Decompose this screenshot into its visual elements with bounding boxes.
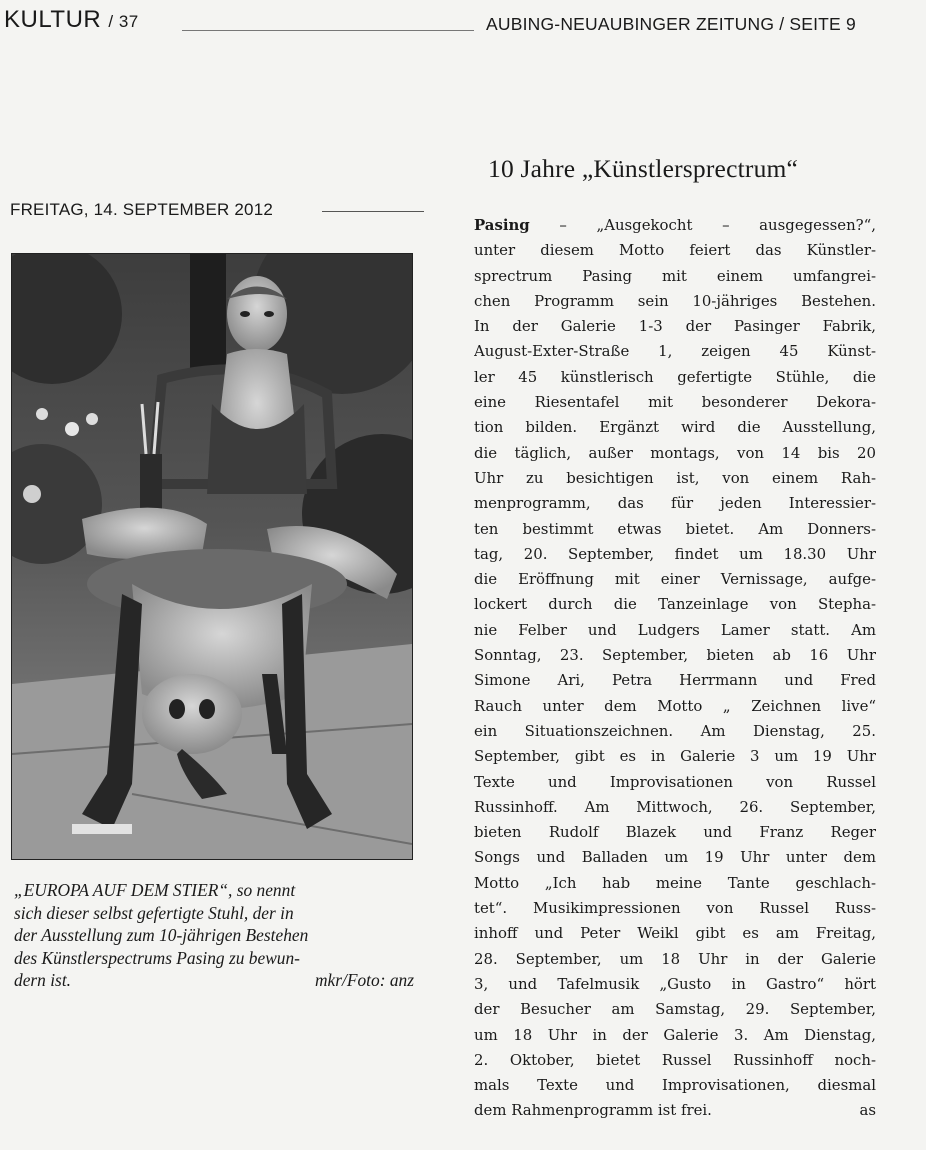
article-line: tion bilden. Ergänzt wird die Ausstellung, bbox=[474, 418, 876, 437]
article-line: eine Riesentafel mit besonderer Dekora- bbox=[474, 393, 876, 412]
issue-date: FREITAG, 14. SEPTEMBER 2012 bbox=[10, 200, 274, 219]
article-line: 3, und Tafelmusik „Gusto in Gastro“ hört bbox=[474, 974, 876, 993]
article-line: Russinhoff. Am Mittwoch, 26. September, bbox=[474, 797, 876, 816]
article-line: ein Situationszeichnen. Am Dienstag, 25. bbox=[474, 721, 876, 740]
article-line: ler 45 künstlerisch gefertigte Stühle, die bbox=[474, 367, 876, 386]
article-line: 28. September, um 18 Uhr in der Galerie bbox=[474, 949, 876, 968]
article-line: lockert durch die Tanzeinlage von Stepha- bbox=[474, 595, 876, 614]
page-header bbox=[0, 0, 926, 44]
sculpture-photo bbox=[11, 253, 413, 860]
article-line: Sonntag, 23. September, bieten ab 16 Uhr bbox=[474, 646, 876, 665]
article-line: tet“. Musikimpressionen von Russel Russ- bbox=[474, 899, 876, 918]
article-line: Rauch unter dem Motto „ Zeichnen live“ bbox=[474, 696, 876, 715]
article-line: sprectrum Pasing mit einem umfangrei- bbox=[474, 266, 876, 285]
article-closing: dem Rahmenprogramm ist frei. bbox=[474, 1101, 712, 1120]
article-line: Uhr zu besichtigen ist, von einem Rah- bbox=[474, 468, 876, 487]
article-line: ten bestimmt etwas bietet. Am Donners- bbox=[474, 519, 876, 538]
article-line: September, gibt es in Galerie 3 um 19 Uhr bbox=[474, 747, 876, 766]
article-line: bieten Rudolf Blazek und Franz Reger bbox=[474, 823, 876, 842]
article-line: chen Programm sein 10-jähriges Bestehen. bbox=[474, 291, 876, 310]
caption-line: der Ausstellung zum 10-jährigen Bestehen bbox=[14, 925, 309, 946]
article-line: 2. Oktober, bietet Russel Russinhoff noch- bbox=[474, 1050, 876, 1069]
article-line bbox=[474, 213, 876, 238]
article-line: die Eröffnung mit einer Vernissage, aufge- bbox=[474, 570, 876, 589]
article-line: nie Felber und Ludgers Lamer statt. Am bbox=[474, 620, 876, 639]
article-line: menprogramm, das für jeden Interessier- bbox=[474, 494, 876, 513]
caption-line: „EUROPA AUF DEM STIER“, so nennt bbox=[14, 880, 296, 900]
article-line: tag, 20. September, findet um 18.30 Uhr bbox=[474, 544, 876, 563]
article-line: inhoff und Peter Weikl gibt es am Freitag, bbox=[474, 924, 876, 943]
publication-name: AUBING-NEUAUBINGER ZEITUNG / SEITE 9 bbox=[486, 14, 856, 34]
article-line: August-Exter-Straße 1, zeigen 45 Künst- bbox=[474, 342, 876, 361]
article-line: um 18 Uhr in der Galerie 3. Am Dienstag, bbox=[474, 1025, 876, 1044]
article-line: Simone Ari, Petra Herrmann und Fred bbox=[474, 671, 876, 690]
article-line: der Besucher am Samstag, 29. September, bbox=[474, 1000, 876, 1019]
article-body bbox=[474, 213, 876, 1124]
article-line: mals Texte und Improvisationen, diesmal bbox=[474, 1076, 876, 1095]
article-line: Songs und Balladen um 19 Uhr unter dem bbox=[474, 848, 876, 867]
section-name: KULTUR bbox=[4, 6, 102, 33]
article-line: Motto „Ich hab meine Tante geschlach- bbox=[474, 873, 876, 892]
article-line bbox=[474, 1098, 876, 1123]
date-divider bbox=[322, 211, 424, 212]
caption-line: sich dieser selbst gefertigte Stuhl, der in bbox=[14, 902, 294, 923]
header-divider bbox=[182, 30, 474, 31]
caption-line: des Künstlerspectrums Pasing zu bewun- bbox=[14, 947, 300, 968]
article-lead: – „Ausgekocht – ausgegessen?“, bbox=[529, 216, 876, 234]
article-line: die täglich, außer montags, von 14 bis 20 bbox=[474, 443, 876, 462]
photo-credit: mkr/Foto: anz bbox=[314, 970, 414, 991]
article-headline: 10 Jahre „Künstlersprectrum“ bbox=[488, 154, 799, 183]
section-label bbox=[4, 6, 139, 34]
article-line: unter diesem Motto feiert das Künstler- bbox=[474, 241, 876, 260]
caption-line: dern ist. bbox=[14, 970, 72, 991]
article-kicker: Pasing bbox=[474, 216, 530, 234]
article-line: Texte und Improvisationen von Russel bbox=[474, 772, 876, 791]
caption-credit-row bbox=[14, 969, 414, 992]
author-initials: as bbox=[859, 1101, 876, 1120]
photo-caption bbox=[14, 879, 414, 992]
section-page-number: / 37 bbox=[108, 12, 139, 31]
article-line: In der Galerie 1-3 der Pasinger Fabrik, bbox=[474, 317, 876, 336]
